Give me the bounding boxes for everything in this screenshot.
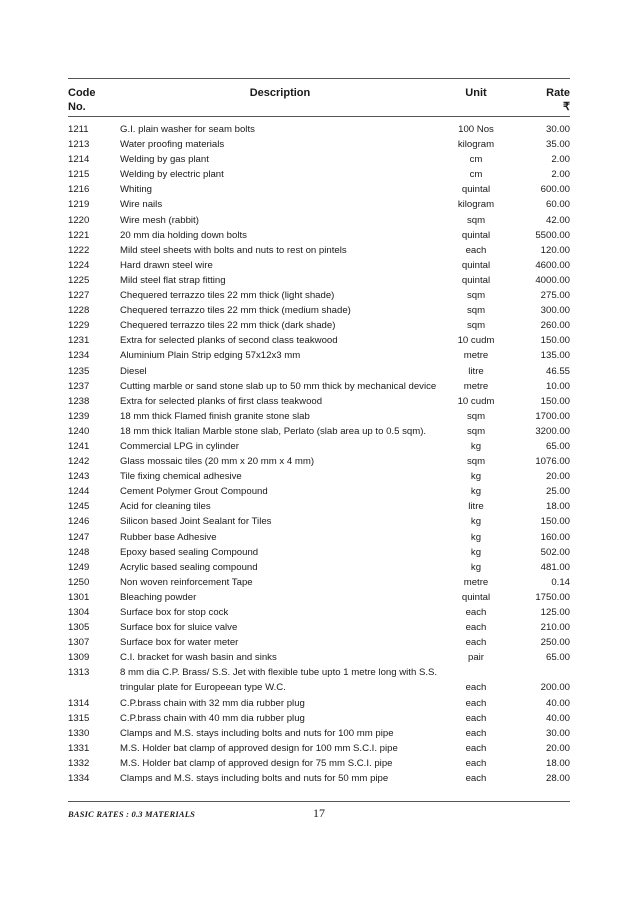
row-unit: each — [465, 697, 487, 709]
row-description: Aluminium Plain Strip edging 57x12x3 mm — [120, 350, 301, 362]
row-code: 1309 — [68, 652, 90, 664]
row-rate: 30.00 — [545, 727, 570, 739]
table-row — [68, 771, 570, 786]
table-row — [68, 711, 570, 726]
table-row — [68, 530, 570, 545]
row-description: Rubber base Adhesive — [120, 531, 217, 543]
row-rate: 0.14 — [551, 576, 570, 588]
header-description: Description — [249, 87, 311, 99]
row-rate: 1076.00 — [535, 456, 570, 468]
row-rate: 1700.00 — [535, 410, 570, 422]
row-description: Water proofing materials — [120, 139, 225, 151]
row-description: Epoxy based sealing Compound — [120, 546, 259, 558]
row-unit: kg — [470, 561, 482, 573]
row-description: Surface box for water meter — [120, 637, 239, 649]
table-row — [68, 273, 570, 288]
row-description: Chequered terrazzo tiles 22 mm thick (light shade) — [120, 290, 335, 302]
row-rate: 20.00 — [545, 742, 570, 754]
table-row — [68, 560, 570, 575]
row-description: Whiting — [120, 184, 152, 196]
table-row — [68, 605, 570, 620]
table-row — [68, 756, 570, 771]
row-unit: quintal — [461, 259, 491, 271]
table-row — [68, 122, 570, 137]
row-code: 1314 — [68, 697, 90, 709]
row-rate: 40.00 — [545, 712, 570, 724]
row-unit: litre — [468, 365, 484, 377]
row-rate: 300.00 — [540, 305, 570, 317]
table-row — [68, 454, 570, 469]
row-description: Wire mesh (rabbit) — [120, 214, 199, 226]
table-row — [68, 182, 570, 197]
row-rate: 200.00 — [540, 682, 570, 694]
row-rate: 275.00 — [540, 290, 570, 302]
row-code: 1250 — [68, 576, 90, 588]
table-row — [68, 333, 570, 348]
row-rate: 600.00 — [540, 184, 570, 196]
row-unit: kg — [470, 440, 482, 452]
row-code: 1305 — [68, 622, 90, 634]
row-rate: 150.00 — [540, 395, 570, 407]
table-row — [68, 379, 570, 394]
row-code: 1240 — [68, 425, 90, 437]
row-code: 1228 — [68, 305, 90, 317]
row-rate: 150.00 — [540, 516, 570, 528]
row-unit: metre — [463, 350, 489, 362]
row-code: 1224 — [68, 259, 90, 271]
row-rate: 18.00 — [545, 501, 570, 513]
table-row — [68, 635, 570, 650]
row-unit: quintal — [461, 591, 491, 603]
rates-table — [68, 122, 570, 786]
row-description: Welding by electric plant — [120, 169, 224, 181]
table-row — [68, 620, 570, 635]
row-unit: quintal — [461, 274, 491, 286]
row-description: Welding by gas plant — [120, 154, 209, 166]
footer-section: BASIC RATES : 0.3 MATERIALS — [68, 809, 196, 819]
table-row — [68, 243, 570, 258]
row-unit: kg — [470, 471, 482, 483]
row-code: 1245 — [68, 501, 90, 513]
row-rate: 150.00 — [540, 335, 570, 347]
row-rate: 2.00 — [551, 154, 570, 166]
table-row — [68, 167, 570, 182]
row-description: Surface box for sluice valve — [120, 622, 238, 634]
row-code: 1301 — [68, 591, 90, 603]
table-row — [68, 288, 570, 303]
row-code: 1237 — [68, 380, 90, 392]
row-unit: sqm — [466, 214, 486, 226]
row-unit: 10 cudm — [457, 335, 495, 347]
row-description: Cement Polymer Grout Compound — [120, 486, 268, 498]
row-code: 1241 — [68, 440, 90, 452]
row-rate: 65.00 — [545, 440, 570, 452]
row-rate: 42.00 — [545, 214, 570, 226]
row-rate: 160.00 — [540, 531, 570, 543]
row-rate: 10.00 — [545, 380, 570, 392]
table-row — [68, 424, 570, 439]
row-unit: metre — [463, 380, 489, 392]
row-code: 1332 — [68, 757, 90, 769]
row-unit: litre — [468, 501, 484, 513]
row-rate: 18.00 — [545, 757, 570, 769]
row-description: Silicon based Joint Sealant for Tiles — [120, 516, 272, 528]
row-rate: 3200.00 — [535, 425, 570, 437]
row-unit: sqm — [466, 425, 486, 437]
top-rule — [68, 78, 570, 79]
row-unit: kg — [470, 516, 482, 528]
row-code: 1239 — [68, 410, 90, 422]
table-row — [68, 348, 570, 363]
table-row — [68, 514, 570, 529]
row-rate: 481.00 — [540, 561, 570, 573]
row-unit: sqm — [466, 456, 486, 468]
row-unit: each — [465, 607, 487, 618]
row-description: Acid for cleaning tiles — [120, 501, 211, 513]
header-rule — [68, 116, 570, 117]
row-unit: 100 Nos — [458, 124, 494, 135]
row-code: 1247 — [68, 531, 90, 543]
row-unit: sqm — [466, 290, 486, 302]
row-unit: 10 cudm — [457, 395, 495, 407]
row-rate: 28.00 — [545, 773, 570, 785]
row-code: 1243 — [68, 471, 90, 483]
row-unit: cm — [469, 169, 483, 181]
table-row — [68, 484, 570, 499]
table-row — [68, 650, 570, 665]
table-row — [68, 575, 570, 590]
row-rate: 20.00 — [545, 471, 570, 483]
table-row — [68, 364, 570, 379]
row-description: C.P.brass chain with 32 mm dia rubber plug — [120, 697, 305, 709]
bottom-rule — [68, 801, 570, 802]
table-row — [68, 152, 570, 167]
row-description: Tile fixing chemical adhesive — [120, 471, 242, 483]
row-description: 18 mm thick Flamed finish granite stone slab — [120, 410, 310, 422]
table-row — [68, 409, 570, 424]
page-number: 17 — [313, 806, 325, 820]
row-description: Diesel — [120, 365, 147, 377]
row-description: C.I. bracket for wash basin and sinks — [120, 652, 277, 664]
table-row — [68, 394, 570, 409]
row-rate: 502.00 — [540, 546, 570, 558]
row-code: 1304 — [68, 607, 90, 618]
row-code: 1214 — [68, 154, 90, 166]
row-code: 1334 — [68, 773, 90, 785]
row-code: 1331 — [68, 742, 90, 754]
table-row — [68, 590, 570, 605]
row-description: Cutting marble or sand stone slab up to 50 mm thick by mechanical device — [120, 380, 437, 392]
row-description: G.I. plain washer for seam bolts — [120, 124, 255, 135]
row-description: Clamps and M.S. stays including bolts and nuts for 100 mm pipe — [120, 727, 394, 739]
row-description: Surface box for stop cock — [120, 607, 229, 618]
row-description: M.S. Holder bat clamp of approved design for 100 mm S.C.I. pipe — [120, 742, 398, 754]
row-code: 1242 — [68, 456, 90, 468]
row-unit: each — [465, 622, 487, 634]
row-code: 1313 — [68, 667, 90, 679]
row-description: Chequered terrazzo tiles 22 mm thick (dark shade) — [120, 320, 336, 332]
row-unit: each — [465, 757, 487, 769]
row-description: Extra for selected planks of second class teakwood — [120, 335, 338, 347]
row-rate: 260.00 — [540, 320, 570, 332]
table-row — [68, 258, 570, 273]
row-rate: 46.55 — [545, 365, 570, 377]
row-description: Glass mossaic tiles (20 mm x 20 mm x 4 mm) — [120, 456, 315, 468]
row-code: 1307 — [68, 637, 90, 649]
row-description: C.P.brass chain with 40 mm dia rubber plug — [120, 712, 305, 724]
row-code: 1248 — [68, 546, 90, 558]
table-row — [68, 228, 570, 243]
row-code: 1221 — [68, 229, 90, 241]
row-unit: sqm — [466, 305, 486, 317]
row-rate: 35.00 — [545, 139, 570, 151]
row-description: 20 mm dia holding down bolts — [120, 229, 247, 241]
table-row — [68, 213, 570, 228]
table-row — [68, 469, 570, 484]
row-code: 1225 — [68, 274, 90, 286]
row-description: Mild steel flat strap fitting — [120, 274, 226, 286]
row-rate: 135.00 — [540, 350, 570, 362]
row-description: 18 mm thick Italian Marble stone slab, Perlato (slab area up to 0.5 sqm). — [120, 425, 427, 437]
row-unit: sqm — [466, 410, 486, 422]
row-description: M.S. Holder bat clamp of approved design for 75 mm S.C.I. pipe — [120, 757, 393, 769]
row-rate: 60.00 — [545, 199, 570, 211]
row-rate: 1750.00 — [535, 591, 570, 603]
row-rate: 5500.00 — [535, 229, 570, 241]
row-rate: 120.00 — [540, 244, 570, 256]
row-unit: each — [465, 637, 487, 649]
row-unit: kg — [470, 546, 482, 558]
row-rate: 4000.00 — [535, 274, 570, 286]
row-unit: quintal — [461, 184, 491, 196]
row-rate: 2.00 — [551, 169, 570, 181]
row-code: 1211 — [68, 124, 89, 135]
row-rate: 210.00 — [540, 622, 570, 634]
row-code: 1216 — [68, 184, 90, 196]
table-row — [68, 741, 570, 756]
table-row — [68, 303, 570, 318]
table-row — [68, 137, 570, 152]
row-description: Non woven reinforcement Tape — [120, 576, 253, 588]
row-description: Clamps and M.S. stays including bolts and nuts for 50 mm pipe — [120, 773, 389, 785]
row-description: Mild steel sheets with bolts and nuts to rest on pintels — [120, 244, 347, 256]
row-code: 1244 — [68, 486, 90, 498]
row-rate: 30.00 — [545, 124, 570, 135]
table-row — [68, 499, 570, 514]
row-code: 1227 — [68, 290, 90, 302]
row-description: Bleaching powder — [120, 591, 197, 603]
row-rate: 25.00 — [545, 486, 570, 498]
row-rate: 250.00 — [540, 637, 570, 649]
row-code: 1330 — [68, 727, 90, 739]
header-rate: Rate ₹ — [546, 87, 570, 113]
row-rate: 125.00 — [540, 607, 570, 618]
row-unit: kg — [470, 531, 482, 543]
row-code: 1213 — [68, 139, 90, 151]
row-description: Commercial LPG in cylinder — [120, 440, 239, 452]
table-row — [68, 318, 570, 333]
table-row — [68, 696, 570, 711]
row-code: 1229 — [68, 320, 90, 332]
table-row — [68, 197, 570, 212]
row-unit: metre — [463, 576, 489, 588]
row-unit: cm — [469, 154, 483, 166]
row-unit: pair — [468, 652, 484, 664]
row-unit: kilogram — [457, 139, 495, 151]
row-code: 1246 — [68, 516, 90, 528]
row-rate: 40.00 — [545, 697, 570, 709]
row-description: 8 mm dia C.P. Brass/ S.S. Jet with flexible tube upto 1 metre long with S.S. tringular plate for Europeean type W.C. — [120, 667, 438, 694]
row-unit: each — [465, 742, 487, 754]
row-unit: each — [465, 682, 487, 694]
row-unit: each — [465, 727, 487, 739]
row-unit: each — [465, 244, 487, 256]
row-description: Acrylic based sealing compound — [120, 561, 258, 573]
row-code: 1249 — [68, 561, 90, 573]
row-unit: each — [465, 712, 487, 724]
row-unit: quintal — [461, 229, 491, 241]
row-code: 1215 — [68, 169, 90, 181]
row-unit: sqm — [466, 320, 486, 332]
row-description: Wire nails — [120, 199, 163, 211]
table-row — [68, 439, 570, 454]
row-rate: 65.00 — [545, 652, 570, 664]
row-code: 1234 — [68, 350, 90, 362]
row-description: Extra for selected planks of first class teakwood — [120, 395, 323, 407]
row-code: 1238 — [68, 395, 90, 407]
row-code: 1235 — [68, 365, 90, 377]
row-description: Chequered terrazzo tiles 22 mm thick (medium shade) — [120, 305, 351, 317]
header-code: Code No. — [68, 87, 96, 113]
row-code: 1219 — [68, 199, 90, 211]
row-code: 1222 — [68, 244, 90, 256]
row-unit: kg — [470, 486, 482, 498]
row-code: 1220 — [68, 214, 90, 226]
table-row — [68, 726, 570, 741]
row-unit: each — [465, 773, 487, 785]
row-unit: kilogram — [457, 199, 495, 211]
row-code: 1231 — [68, 335, 90, 347]
header-unit: Unit — [465, 87, 487, 99]
row-description: Hard drawn steel wire — [120, 259, 213, 271]
table-row — [68, 665, 570, 695]
table-row — [68, 545, 570, 560]
row-code: 1315 — [68, 712, 90, 724]
row-rate: 4600.00 — [535, 259, 570, 271]
